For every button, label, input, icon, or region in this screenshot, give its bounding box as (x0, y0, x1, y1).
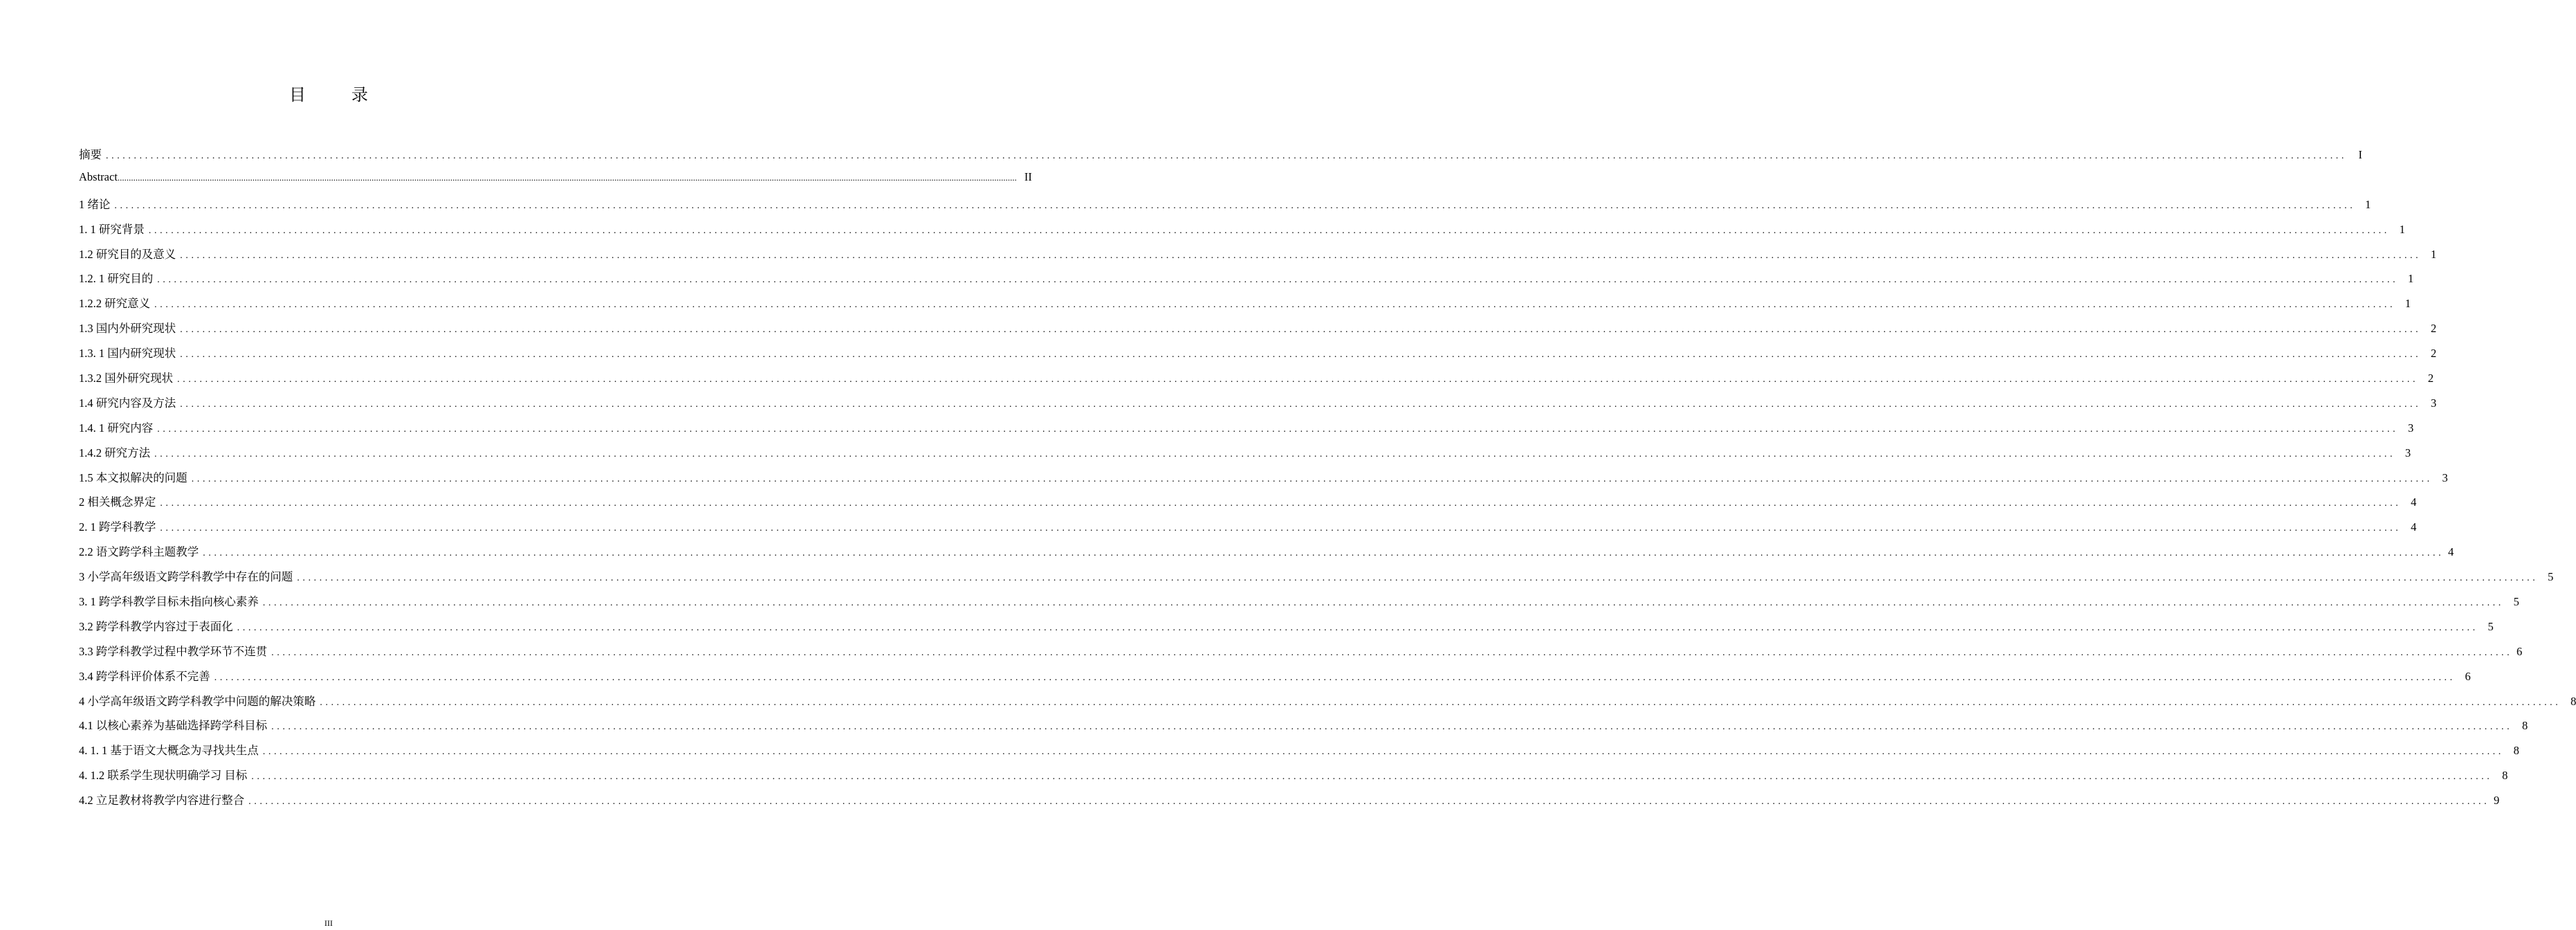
toc-entry-page: 8 (2502, 769, 2508, 783)
toc-entry-page: 3 (2431, 396, 2437, 410)
toc-entry-label: 3.4 跨学科评价体系不完善 (79, 669, 210, 683)
dot-leader: ................................................................................................................................................................................................................................................................................................................................................................................................................ (262, 747, 2504, 758)
toc-entry[interactable] (79, 468, 2448, 493)
toc-entry[interactable] (79, 369, 2434, 394)
dot-leader: ................................................................................................................................................................................................................................................................................................................................................................................................................ (154, 300, 2396, 311)
dot-leader: ................................................................................................................................................................................................................................................................................................................................................................................................................ (251, 772, 2493, 783)
toc-entry[interactable] (79, 567, 2554, 592)
dot-leader: ................................................................................................................................................................................................................................................................................................................................................................................................................ (271, 722, 2513, 733)
dot-leader: ................................................................................................................................................................................................................................................................................................................................................................................................................ (160, 523, 2402, 534)
toc-entry-label: 2 相关概念界定 (79, 495, 156, 509)
toc-entry[interactable] (79, 493, 2417, 518)
toc-entry-page: 5 (2513, 595, 2519, 609)
toc-entry-label: 3. 1 跨学科教学目标未指向核心素养 (79, 595, 259, 609)
toc-entry[interactable] (79, 542, 2454, 567)
dot-leader: ................................................................................................................................................................................................................................................................................................................................................................................................................ (271, 647, 2513, 658)
toc-entry-page: 4 (2448, 545, 2454, 559)
toc-entry[interactable] (79, 170, 1032, 195)
toc-entry-label: 1.3.2 国外研究现状 (79, 372, 174, 385)
toc-entry[interactable] (79, 642, 2523, 667)
dot-leader: ................................................................................................................................................................................................................................................................................................................................................................................................................ (262, 598, 2504, 609)
toc-entry-label: 4. 1.2 联系学生现状明确学习 目标 (79, 769, 248, 783)
toc-entry-label: 1.4. 1 研究内容 (79, 421, 154, 435)
toc-entry[interactable] (79, 394, 2437, 419)
toc-entry-label: 1.2.2 研究意义 (79, 297, 151, 311)
dot-leader: ................................................................................................................................................................................................................................................................................................................................................................................................................ (148, 225, 2390, 236)
toc-entry-label: 3.2 跨学科教学内容过于表面化 (79, 619, 233, 633)
toc-entry-page: 4 (2411, 495, 2417, 509)
toc-entry-page: 6 (2517, 644, 2523, 658)
toc-entry-page: 8 (2570, 694, 2576, 708)
dot-leader: ................................................................................................................................................................................................................................................................................................................................................................................................................ (203, 548, 2445, 559)
toc-entry-page: I (2358, 148, 2362, 161)
dot-leader: ................................................................................................................................................................................................................................................................................................................................................................................................................ (180, 325, 2422, 336)
dot-leader: ................................................................................................................................................................................................................................................................................................................................................................................................................ (160, 498, 2402, 509)
dot-leader: ................................................................................................................................................................................................................................................................................................................................................................................................................ (106, 151, 2347, 161)
toc-entry-page: 1 (2431, 247, 2437, 261)
toc-entry-page: 1 (2365, 197, 2371, 211)
toc-entry[interactable] (79, 419, 2414, 444)
dot-leader: ................................................................................................................................................................................................................................................................................................................................................................................................................ (320, 697, 2561, 708)
toc-entry-page: 9 (2494, 794, 2500, 808)
toc-entry-label: 4 小学高年级语文跨学科教学中问题的解决策略 (79, 694, 316, 708)
dot-leader: ................................................................................................................................................................................................................................................................................................................................................................................................................ (157, 275, 2399, 286)
dot-leader: ................................................................................................................................................................................................................................................................................................................................................................................................................ (297, 573, 2539, 584)
toc-entry-label: 1. 1 研究背景 (79, 222, 145, 236)
toc-entry-label: 3 小学高年级语文跨学科教学中存在的问题 (79, 570, 293, 584)
toc-entry[interactable] (79, 344, 2437, 369)
toc-entry-label: 1.2. 1 研究目的 (79, 272, 154, 286)
toc-entry-page: 8 (2513, 744, 2519, 758)
toc-entry-page: 8 (2522, 719, 2528, 733)
toc-entry-label: Abstract (79, 170, 118, 183)
toc-entry[interactable] (79, 592, 2519, 617)
toc-entry-page: 4 (2411, 520, 2417, 534)
toc-entry-label: 1.4 研究内容及方法 (79, 396, 176, 410)
dot-leader: ................................................................................................................................................................................................................................................................................................................................................................................................................ (157, 423, 2399, 435)
toc-entry[interactable] (79, 269, 2414, 294)
dot-leader: ................................................................................................................................................................................................................................................................................................................................................................................................................ (248, 796, 2490, 808)
dot-leader: ................................................................................................................................................................................................................................................................................................................................................................................................................ (180, 349, 2422, 361)
toc-entry[interactable] (79, 766, 2508, 791)
toc-entry[interactable] (79, 791, 2500, 816)
toc-entry[interactable] (79, 245, 2437, 270)
toc-entry-page: 2 (2431, 322, 2437, 336)
dot-leader: ................................................................................................................................................................................................................................................................................................................................................................................................................ (214, 672, 2456, 683)
dot-leader: ................................................................................................................................................................................................................................................................................................................................................................................................................ (117, 172, 1017, 183)
toc-entry-label: 4.2 立足教材将教学内容进行整合 (79, 794, 245, 808)
toc-entry-label: 1.4.2 研究方法 (79, 446, 151, 459)
toc-entry[interactable] (79, 667, 2471, 692)
toc-entry-page: 5 (2548, 570, 2554, 584)
toc-entry-page: 6 (2465, 669, 2471, 683)
toc-entry-page: 3 (2408, 421, 2414, 435)
toc-entry-page: 2 (2427, 372, 2434, 385)
toc-entry-page: 1 (2408, 272, 2414, 286)
toc-entry[interactable] (79, 617, 2494, 642)
toc-entry-label: 4.1 以核心素养为基础选择跨学科目标 (79, 719, 268, 733)
toc-entry-label: 1.3. 1 国内研究现状 (79, 347, 176, 361)
dot-leader: ................................................................................................................................................................................................................................................................................................................................................................................................................ (180, 399, 2422, 410)
toc-entry-label: 摘要 (79, 148, 102, 161)
toc-entry[interactable] (79, 319, 2437, 344)
toc-entry[interactable] (79, 518, 2417, 542)
toc-entry[interactable] (79, 220, 2405, 245)
toc-entry-label: 4. 1. 1 基于语文大概念为寻找共生点 (79, 744, 259, 758)
dot-leader: ................................................................................................................................................................................................................................................................................................................................................................................................................ (154, 448, 2396, 459)
dot-leader: ................................................................................................................................................................................................................................................................................................................................................................................................................ (177, 374, 2419, 385)
table-of-contents (79, 145, 2576, 816)
toc-entry[interactable] (79, 195, 2371, 220)
toc-entry-label: 3.3 跨学科教学过程中教学环节不连贯 (79, 644, 268, 658)
toc-entry-page: 1 (2399, 222, 2405, 236)
toc-entry-label: 1.3 国内外研究现状 (79, 322, 176, 336)
toc-entry-page: 1 (2404, 297, 2411, 311)
toc-entry-page: 3 (2404, 446, 2411, 459)
toc-entry-page: 2 (2431, 347, 2437, 361)
toc-entry-label: 2.2 语文跨学科主题教学 (79, 545, 199, 559)
toc-entry-label: 1 绪论 (79, 197, 111, 211)
dot-leader: ................................................................................................................................................................................................................................................................................................................................................................................................................ (114, 200, 2356, 211)
toc-entry-label: 2. 1 跨学科教学 (79, 520, 156, 534)
toc-entry-page: 3 (2442, 471, 2448, 484)
dot-leader: ................................................................................................................................................................................................................................................................................................................................................................................................................ (180, 250, 2422, 261)
toc-entry[interactable] (79, 444, 2411, 468)
page-number: III (324, 918, 333, 928)
toc-entry[interactable] (79, 145, 2362, 170)
toc-entry-label: 1.2 研究目的及意义 (79, 247, 176, 261)
toc-entry[interactable] (79, 716, 2528, 741)
toc-title: 目 录 (289, 86, 389, 104)
toc-entry[interactable] (79, 692, 2576, 717)
toc-entry-label: 1.5 本文拟解决的问题 (79, 471, 187, 484)
toc-entry[interactable] (79, 741, 2519, 766)
toc-entry-page: 5 (2487, 619, 2494, 633)
toc-entry[interactable] (79, 294, 2411, 319)
dot-leader: ................................................................................................................................................................................................................................................................................................................................................................................................................ (191, 473, 2433, 484)
toc-entry-page: II (1024, 170, 1032, 183)
dot-leader: ................................................................................................................................................................................................................................................................................................................................................................................................................ (237, 622, 2478, 633)
